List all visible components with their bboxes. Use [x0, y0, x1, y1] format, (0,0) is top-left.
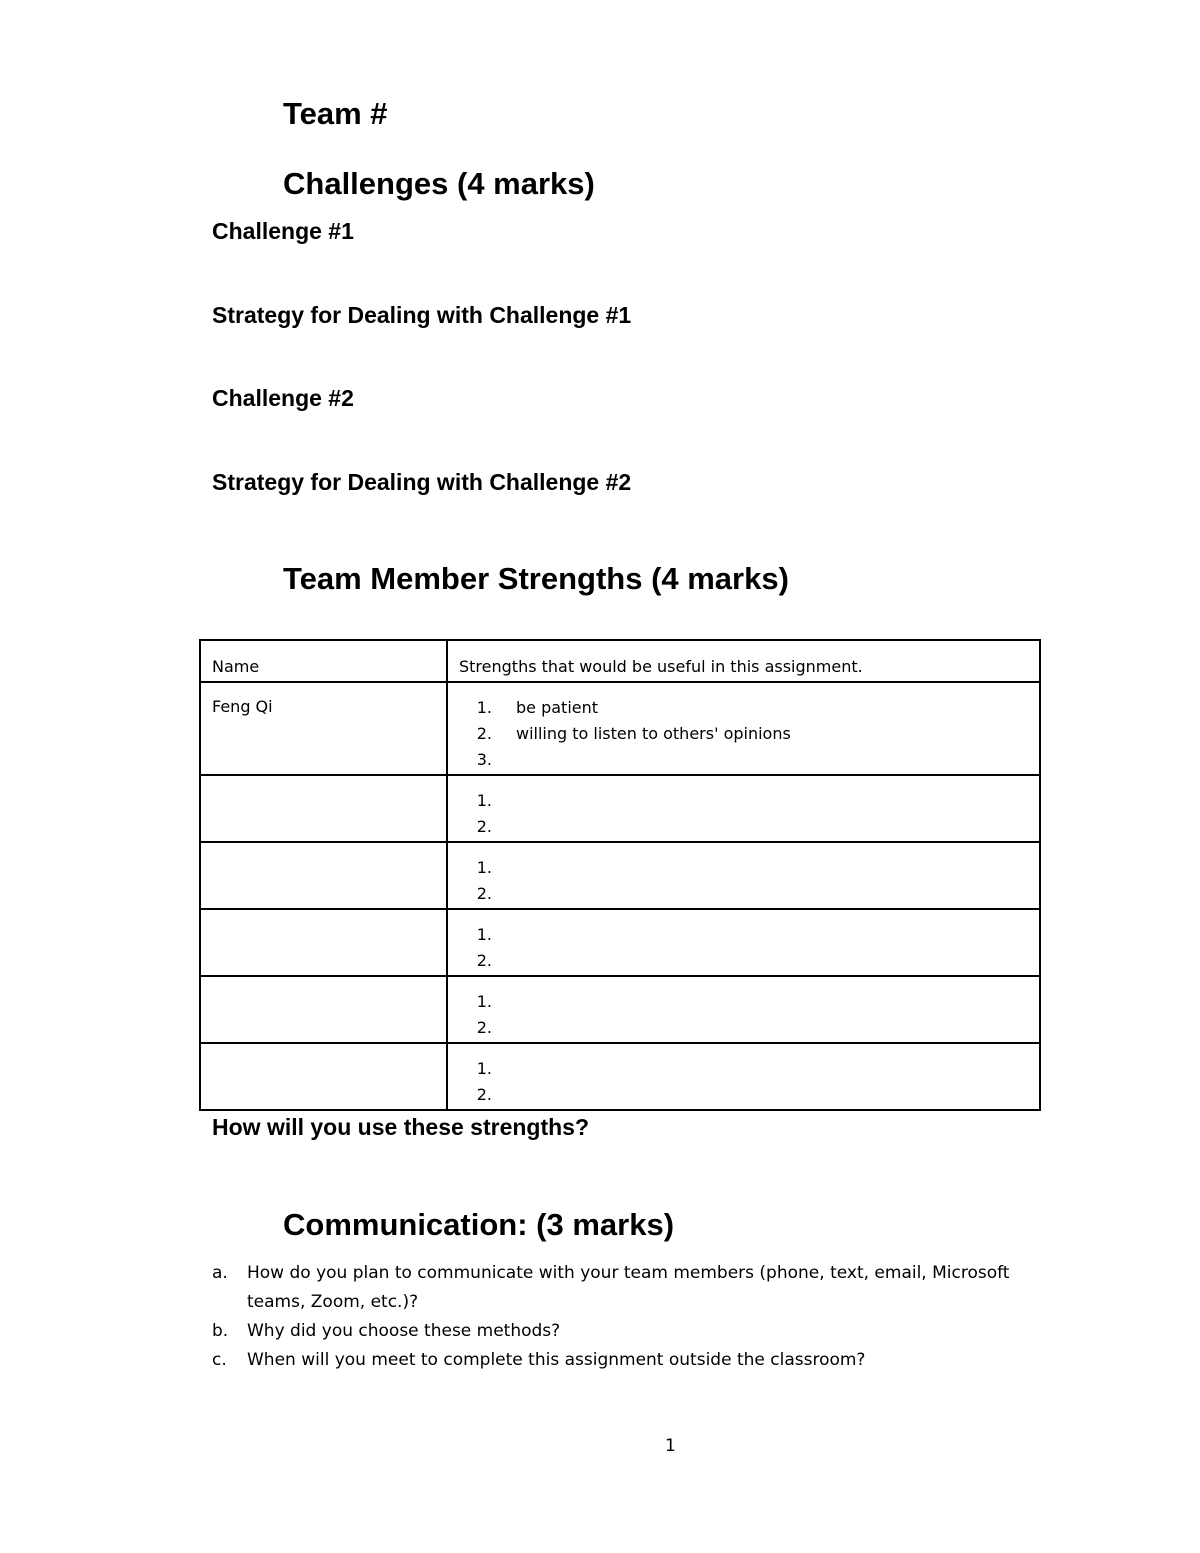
table-row: [200, 682, 1040, 775]
name-cell[interactable]: [200, 775, 447, 842]
communication-question: When will you meet to complete this assignment outside the classroom?: [247, 1350, 866, 1370]
list-item: [448, 695, 1039, 721]
list-number: 3.: [476, 750, 492, 769]
list-number: 2.: [476, 884, 492, 903]
page-number: 1: [665, 1436, 676, 1456]
challenge-2-label: Challenge #2: [212, 385, 354, 411]
name-cell[interactable]: [200, 842, 447, 909]
table-row: [200, 976, 1040, 1043]
name-cell[interactable]: [200, 976, 447, 1043]
strengths-list: [448, 842, 1039, 907]
strength-text: be patient: [516, 698, 599, 717]
list-item: [448, 1082, 1039, 1108]
table-row: [200, 842, 1040, 909]
strengths-list: [448, 775, 1039, 840]
list-letter: c.: [212, 1350, 227, 1370]
table-row: [200, 775, 1040, 842]
list-number: 2.: [476, 724, 492, 743]
member-name: [201, 977, 446, 991]
list-item: [448, 948, 1039, 974]
challenges-heading: Challenges (4 marks): [283, 166, 595, 201]
strengths-cell[interactable]: [447, 682, 1040, 775]
header-name-label: Name: [212, 657, 260, 676]
name-cell[interactable]: [200, 909, 447, 976]
list-letter: b.: [212, 1321, 229, 1341]
list-number: 2.: [476, 951, 492, 970]
strengths-table: [199, 639, 1041, 1111]
list-item: [448, 881, 1039, 907]
challenge-1-label: Challenge #1: [212, 218, 354, 244]
list-item: [448, 721, 1039, 747]
communication-question: How do you plan to communicate with your team members (phone, text, email, Microsoft teams, Zoom, etc.)?: [247, 1263, 1010, 1312]
list-number: 1.: [476, 992, 492, 1011]
list-number: 1.: [476, 791, 492, 810]
list-item: [212, 1317, 1042, 1346]
table-header-cell-name: [200, 640, 447, 682]
strength-text: willing to listen to others' opinions: [516, 724, 791, 743]
name-cell[interactable]: [200, 682, 447, 775]
list-number: 1.: [476, 1059, 492, 1078]
communication-list: [212, 1259, 1042, 1381]
table-row: [200, 909, 1040, 976]
list-number: 2.: [476, 1085, 492, 1104]
name-cell[interactable]: [200, 1043, 447, 1110]
use-strengths-question: How will you use these strengths?: [212, 1114, 590, 1140]
list-item: [448, 747, 1039, 773]
strengths-cell[interactable]: [447, 1043, 1040, 1110]
header-strengths-label: Strengths that would be useful in this assignment.: [459, 657, 863, 676]
table-header-cell-strengths: [447, 640, 1040, 682]
list-number: 2.: [476, 1018, 492, 1037]
strengths-list: [448, 1043, 1039, 1108]
member-name: [201, 910, 446, 924]
communication-heading: Communication: (3 marks): [283, 1207, 675, 1242]
strengths-cell[interactable]: [447, 775, 1040, 842]
strengths-cell[interactable]: [447, 842, 1040, 909]
strategy-1-label: Strategy for Dealing with Challenge #1: [212, 302, 632, 328]
member-name: [201, 843, 446, 857]
strengths-list: [448, 909, 1039, 974]
table-header-row: [200, 640, 1040, 682]
list-item: [448, 814, 1039, 840]
list-item: [448, 855, 1039, 881]
strengths-heading: Team Member Strengths (4 marks): [283, 561, 789, 596]
table-row: [200, 1043, 1040, 1110]
member-name: [201, 776, 446, 790]
list-item: [448, 1015, 1039, 1041]
list-item: [212, 1346, 1042, 1375]
list-letter: a.: [212, 1263, 228, 1283]
member-name: Feng Qi: [212, 697, 273, 716]
list-item: [448, 1056, 1039, 1082]
strategy-2-label: Strategy for Dealing with Challenge #2: [212, 469, 632, 495]
list-item: [448, 788, 1039, 814]
member-name: [201, 1044, 446, 1058]
list-number: 1.: [476, 698, 492, 717]
list-item: [212, 1259, 1042, 1317]
list-number: 2.: [476, 817, 492, 836]
communication-question: Why did you choose these methods?: [247, 1321, 561, 1341]
strengths-list: [448, 976, 1039, 1041]
strengths-cell[interactable]: [447, 976, 1040, 1043]
list-number: 1.: [476, 925, 492, 944]
list-item: [448, 989, 1039, 1015]
list-item: [448, 922, 1039, 948]
list-number: 1.: [476, 858, 492, 877]
strengths-cell[interactable]: [447, 909, 1040, 976]
strengths-list: [448, 682, 1039, 773]
team-heading: Team #: [283, 96, 388, 131]
